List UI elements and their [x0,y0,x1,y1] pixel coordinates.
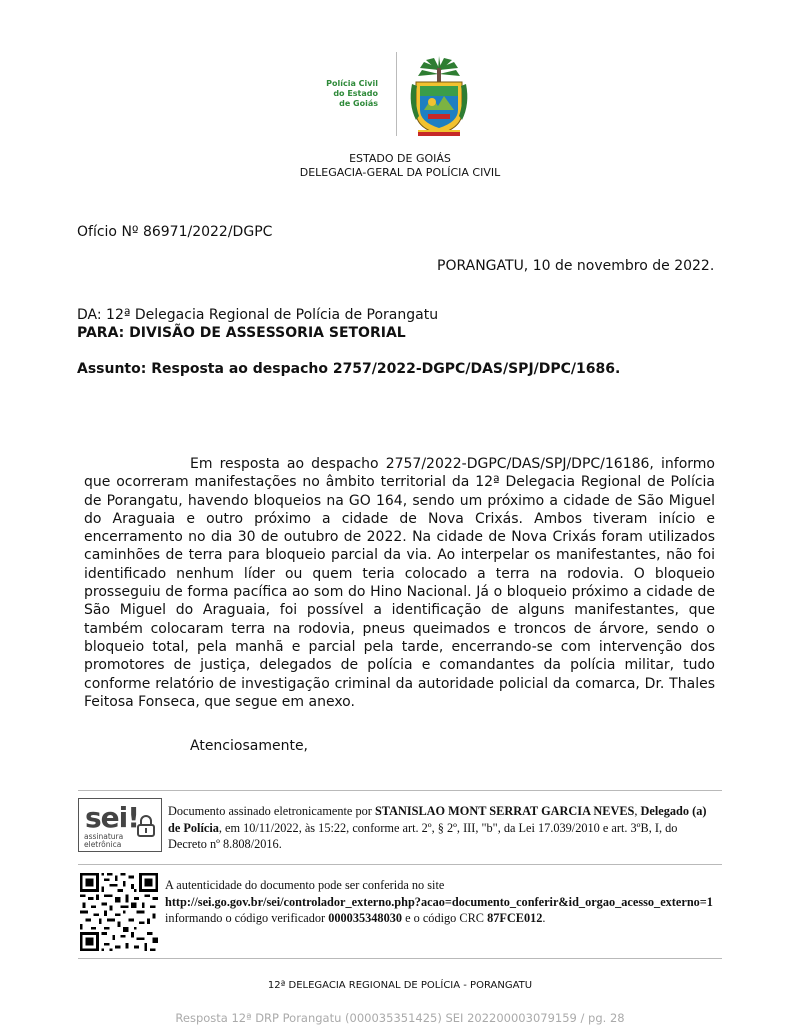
sei-signature-badge [78,798,162,852]
letter-body: Em resposta ao despacho 2757/2022-DGPC/DAS/SPJ/DPC/16186, informo que ocorreram manifestações no âmbito territorial da 12ª Delegacia Regional de Polícia de Porangatu, havendo bloqueios na GO 164, sendo um próximo a cidade de São Miguel do Araguaia e outro próximo a cidade de Nova Crixás. Ambos tiveram início e encerramento no dia 30 de outubro de 2022. Na cidade de Nova Crixás foram utilizados caminhões de terra para bloqueio parcial da via. Ao interpelar os manifestantes, não foi identificado nenhum líder ou quem teria colocado a terra na rodovia. O bloqueio prosseguiu de forma pacífica ao som do Hino Nacional. Já o bloqueio próximo a cidade de São Miguel do Araguaia, foi possível a identificação de alguns manifestantes, que também colocaram terra na rodovia, pneus queimados e troncos de árvore, sendo o bloqueio total, pela manhã e parcial pela tarde, encerrando-se com intervenção dos promotores de justiça, delegados de polícia e comandantes da polícia militar, tudo conforme relatório de investigação criminal da autoridade policial da comarca, Dr. Thales Feitosa Fonseca, que segue em anexo. [84,456,715,710]
lock-icon [137,815,155,837]
oficio-number: Ofício Nº 86971/2022/DGPC [77,224,273,240]
logo-divider [396,52,397,136]
police-logo [318,52,478,138]
state-seal-icon [406,54,472,138]
verification-url[interactable]: http://sei.go.gov.br/sei/controlador_externo.php?acao=documento_conferir&id_orgao_acesso_externo=1 [165,894,713,909]
subject-line: Assunto: Resposta ao despacho 2757/2022-DGPC/DAS/SPJ/DPC/1686. [77,361,621,377]
footer-unit: 12ª DELEGACIA REGIONAL DE POLÍCIA - PORANGATU [267,980,533,991]
divider [78,864,722,865]
qr-code-icon [80,873,158,951]
sei-badge-word: sei! [85,801,140,834]
crc-code: 87FCE012 [487,911,543,925]
signature-text: Documento assinado eletronicamente por STANISLAO MONT SERRAT GARCIA NEVES, Delegado (a) de Polícia, em 10/11/2022, às 15:22, conforme art. 2º, § 2º, III, "b", da Lei 17.039/2010 e art. 3ºB, I, do Decreto nº 8.808/2016. [168,804,707,851]
header-state: ESTADO DE GOIÁS [349,152,451,165]
verifier-code: 000035348030 [328,911,403,925]
signer-role: Delegado (a) de Polícia [168,804,707,835]
divider [78,958,722,959]
place-date: PORANGATU, 10 de novembro de 2022. [437,258,715,274]
closing: Atenciosamente, [190,738,309,754]
signer-name: STANISLAO MONT SERRAT GARCIA NEVES [374,804,635,818]
logo-text: Polícia Civil do Estado de Goiás [326,79,378,108]
sender-line: DA: 12ª Delegacia Regional de Polícia de Porangatu [77,307,439,323]
header-department: DELEGACIA-GERAL DA POLÍCIA CIVIL [299,166,501,179]
recipient-line: PARA: DIVISÃO DE ASSESSORIA SETORIAL [77,325,406,341]
divider [78,790,722,791]
authenticity-text: A autenticidade do documento pode ser conferida no site http://sei.go.gov.br/sei/controlador_externo.php?acao=documento_conferir&id_orgao_acesso_externo=1 informando o código verificador 000035348030 e o código CRC 87FCE012. [165,878,713,925]
sei-badge-subtitle: assinatura eletrônica [84,832,124,849]
footer-reference: Resposta 12ª DRP Porangatu (000035351425) SEI 202200003079159 / pg. 28 [175,1011,625,1025]
